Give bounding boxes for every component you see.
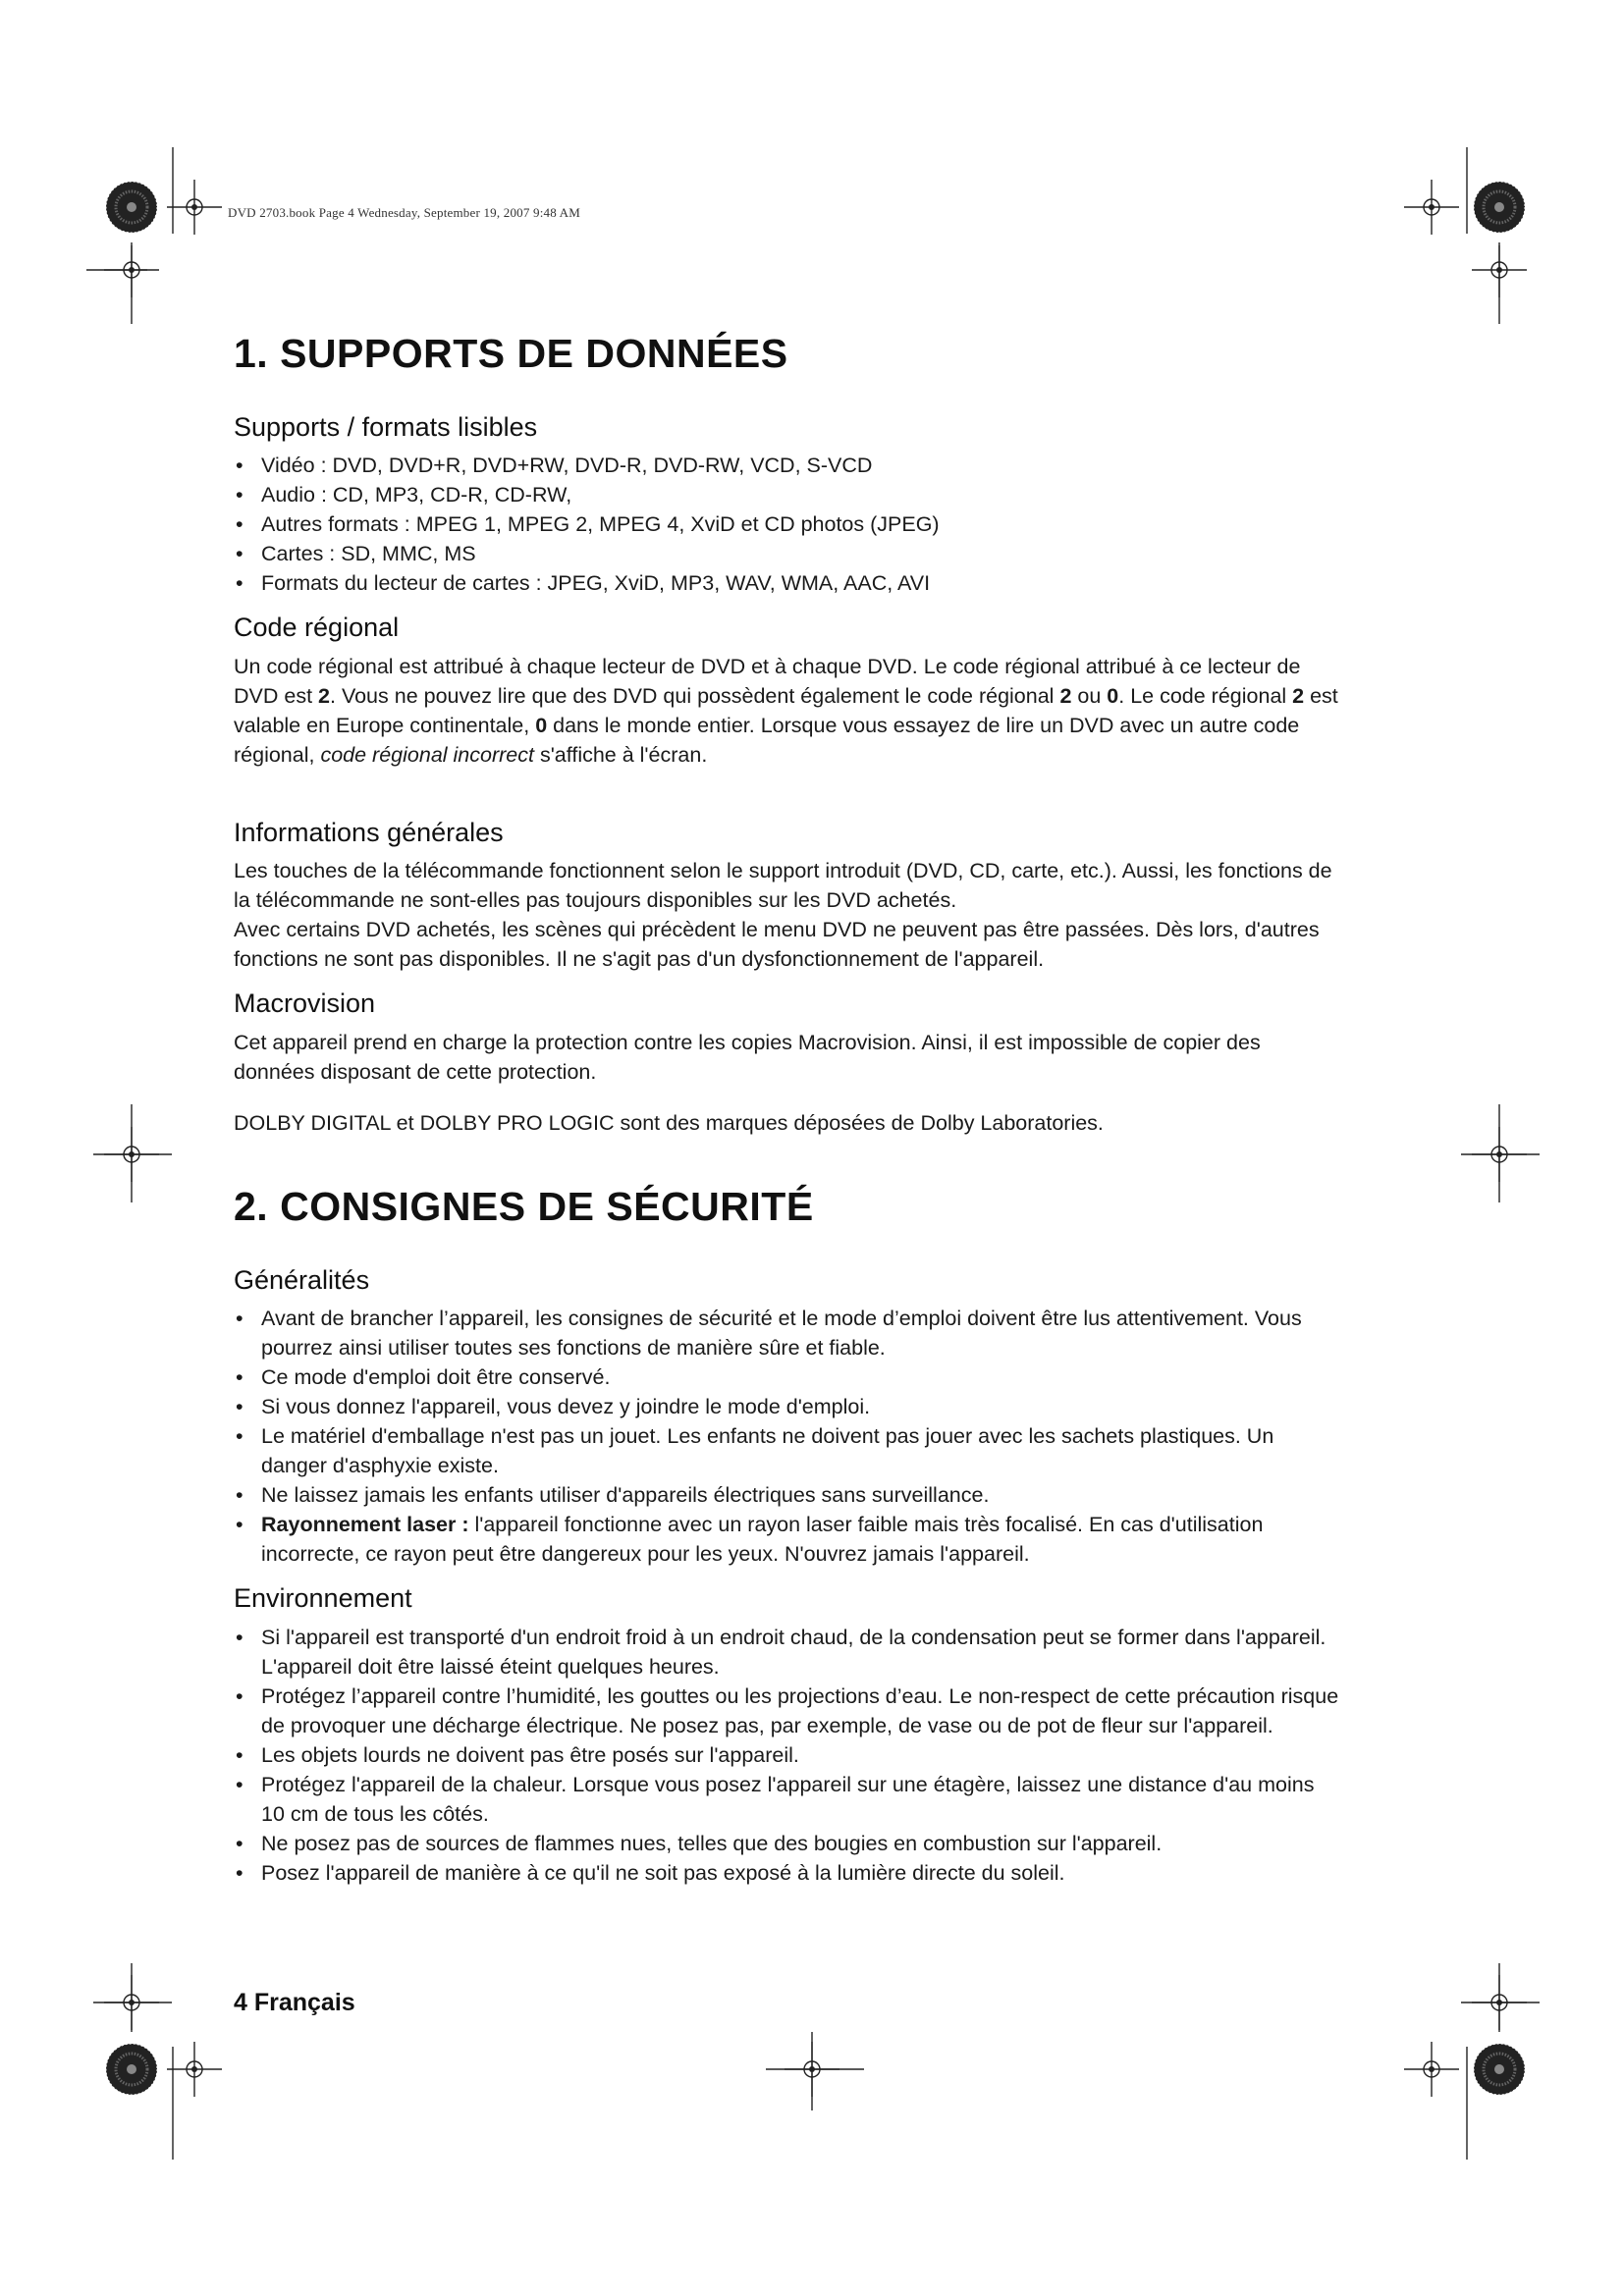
text: . Le code régional [1118,683,1293,708]
region-heading: Code régional [234,613,400,643]
region-section [234,612,1343,769]
list-item: • Protégez l'appareil de la chaleur. Lorsque vous posez l'appareil sur une étagère, laissez une distance d'au moins 10 cm de tous les côtés. [234,1770,1343,1829]
registration-cross-icon [104,242,159,297]
registration-cross-icon [104,1975,159,2030]
section-2-title: 2. CONSIGNES DE SÉCURITÉ [234,1183,814,1229]
generalites-list [234,1304,1343,1569]
registration-star-icon [106,182,157,233]
generalites-section [234,1264,1343,1569]
region-code: 2 [1292,683,1305,708]
page-content [234,332,1343,1901]
macrovision-section [234,988,1343,1137]
region-paragraph [234,652,1343,770]
list-item [234,1510,1343,1569]
list-item: • Vidéo : DVD, DVD+R, DVD+RW, DVD-R, DVD-RW, VCD, S-VCD [234,451,1343,480]
list-item: • Autres formats : MPEG 1, MPEG 2, MPEG 4, XviD et CD photos (JPEG) [234,509,1343,539]
list-item: • Avant de brancher l’appareil, les consignes de sécurité et le mode d’emploi doivent être lus attentivement. Vous pourrez ainsi utiliser toutes ses fonctions de manière sûre et fiable. [234,1304,1343,1362]
region-code: 2 [1059,683,1072,708]
print-slug: DVD 2703.book Page 4 Wednesday, September 19, 2007 9:48 AM [228,205,580,220]
registration-cross-icon [1472,242,1527,297]
laser-label: Rayonnement laser : [261,1513,469,1537]
macrovision-paragraph: Cet appareil prend en charge la protection contre les copies Macrovision. Ainsi, il est impossible de copier des données disposant de cette protection. [234,1030,1261,1084]
registration-star-icon [106,2044,157,2095]
list-item: • Formats du lecteur de cartes : JPEG, XviD, MP3, WAV, WMA, AAC, AVI [234,568,1343,598]
section-1-title: 1. SUPPORTS DE DONNÉES [234,331,788,376]
list-item: • Ne posez pas de sources de flammes nues, telles que des bougies en combustion sur l'appareil. [234,1829,1343,1858]
list-item: • Ce mode d'emploi doit être conservé. [234,1362,1343,1392]
region-code: 2 [318,683,330,708]
formats-list [234,451,1343,598]
text: s'affiche à l'écran. [533,742,708,767]
registration-cross-icon [1404,180,1459,235]
dolby-paragraph: DOLBY DIGITAL et DOLBY PRO LOGIC sont des marques déposées de Dolby Laboratories. [234,1110,1104,1135]
general-info-paragraph: Avec certains DVD achetés, les scènes qui précèdent le menu DVD ne peuvent pas être passées. Dès lors, d'autres fonctions ne sont pas disponibles. Il ne s'agit pas d'un dysfonctionnement de l'appareil. [234,918,1320,972]
page-number: 4 Français [234,1989,355,2016]
text: ou [1071,683,1108,708]
list-item: • Posez l'appareil de manière à ce qu'il ne soit pas exposé à la lumière directe du soleil. [234,1858,1343,1888]
general-info-paragraph: Les touches de la télécommande fonctionnent selon le support introduit (DVD, CD, carte, etc.). Aussi, les fonctions de la télécommande ne sont-elles pas toujours disponibles sur les DVD achetés. [234,859,1332,913]
environnement-list [234,1623,1343,1888]
formats-heading: Supports / formats lisibles [234,412,538,443]
registration-cross-icon [1472,1127,1527,1182]
list-item: • Si l'appareil est transporté d'un endroit froid à un endroit chaud, de la condensation peut se former dans l'appareil. L'appareil doit être laissé éteint quelques heures. [234,1623,1343,1682]
general-info-heading: Informations générales [234,817,504,847]
registration-cross-icon [167,180,222,235]
general-info-section [234,817,1343,974]
registration-cross-icon [167,2042,222,2097]
text: Un code régional est attribué à chaque lecteur de DVD et à chaque DVD. Le code régional attribué à ce lecteur de DVD est [234,654,1301,708]
list-item: • Le matériel d'emballage n'est pas un jouet. Les enfants ne doivent pas jouer avec les sachets plastiques. Un danger d'asphyxie existe. [234,1421,1343,1480]
generalites-heading: Généralités [234,1264,370,1295]
region-code: 0 [535,713,548,737]
list-item: • Protégez l’appareil contre l’humidité, les gouttes ou les projections d’eau. Le non-respect de cette précaution risque de provoquer une décharge électrique. Ne posez pas, par exemple, de vase ou de pot de fleur sur l'appareil. [234,1682,1343,1740]
environnement-section [234,1582,1343,1887]
registration-star-icon [1474,2044,1525,2095]
registration-cross-icon [1404,2042,1459,2097]
registration-cross-icon [104,1127,159,1182]
registration-cross-icon [785,2042,839,2097]
macrovision-heading: Macrovision [234,988,376,1019]
text: . Vous ne pouvez lire que des DVD qui possèdent également le code régional [330,683,1060,708]
text: dans le monde entier. Lorsque vous essayez de lire un DVD avec un autre code régional, [234,713,1300,767]
registration-star-icon [1474,182,1525,233]
list-item: • Les objets lourds ne doivent pas être posés sur l'appareil. [234,1740,1343,1770]
registration-cross-icon [1472,1975,1527,2030]
text: est valable en Europe continentale, [234,683,1338,737]
environnement-heading: Environnement [234,1583,412,1614]
list-item: • Si vous donnez l'appareil, vous devez y joindre le mode d'emploi. [234,1392,1343,1421]
list-item: • Audio : CD, MP3, CD-R, CD-RW, [234,480,1343,509]
list-item: • Cartes : SD, MMC, MS [234,539,1343,568]
error-message-text: code régional incorrect [320,742,534,767]
laser-text: l'appareil fonctionne avec un rayon laser faible mais très focalisé. En cas d'utilisation incorrecte, ce rayon peut être dangereux pour les yeux. N'ouvrez jamais l'appareil. [261,1513,1264,1567]
list-item: • Ne laissez jamais les enfants utiliser d'appareils électriques sans surveillance. [234,1480,1343,1510]
region-code: 0 [1107,683,1119,708]
formats-section [234,411,1343,598]
